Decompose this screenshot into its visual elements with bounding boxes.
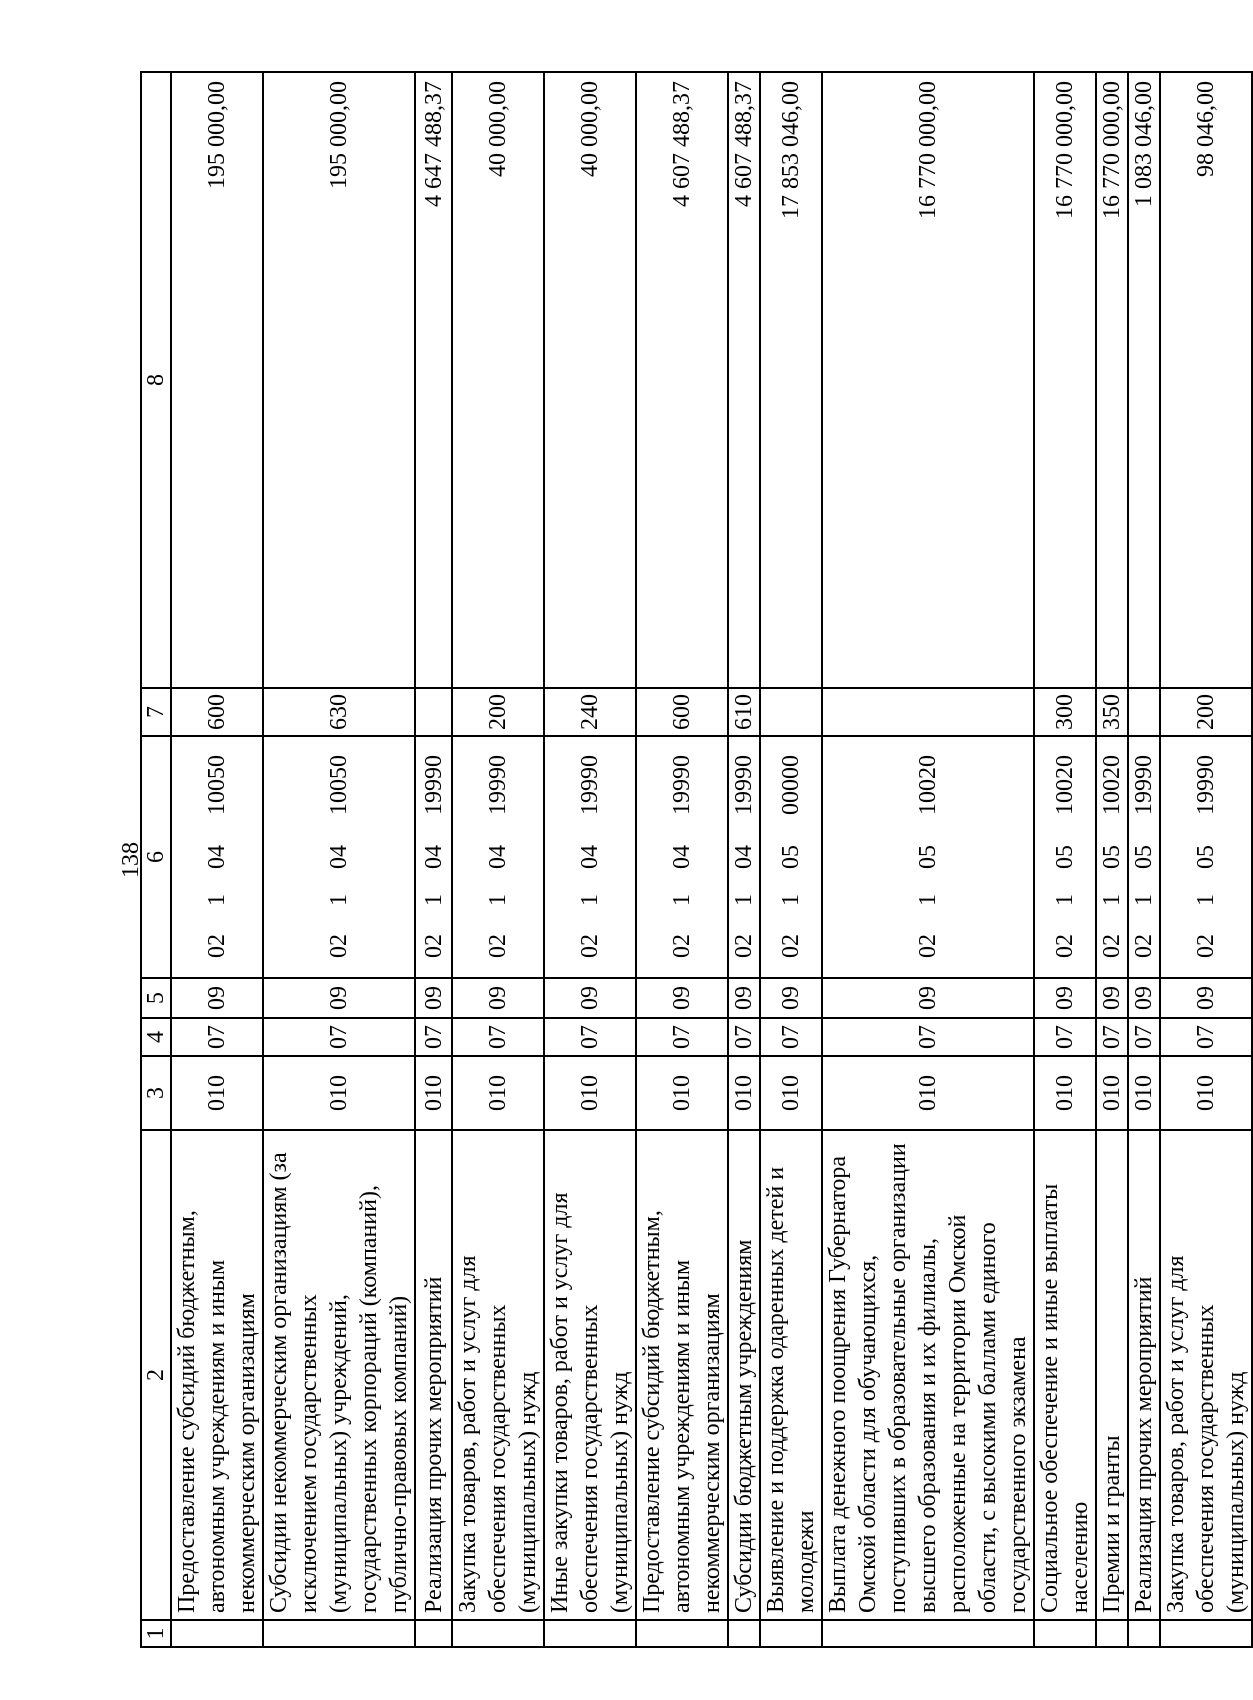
target-article-cell [760, 736, 822, 978]
expense-type-cell: 600 [171, 688, 263, 736]
subsection-code-cell: 09 [1034, 978, 1096, 1018]
ministry-code-cell: 010 [728, 1056, 760, 1130]
rotated-table-wrapper [140, 73, 1249, 1648]
ministry-code-cell: 010 [1128, 1056, 1160, 1130]
amount-cell: 16 770 000,00 [1034, 72, 1096, 688]
target-article-part-4: 19990 [731, 755, 757, 815]
subsection-code-cell: 09 [636, 978, 728, 1018]
table-row [636, 72, 728, 1647]
target-article-part-1: 02 [731, 934, 757, 958]
subsection-code-cell: 09 [1096, 978, 1128, 1018]
subsection-code-cell: 09 [760, 978, 822, 1018]
expense-type-cell: 630 [263, 688, 415, 736]
target-article-part-4: 10050 [326, 755, 352, 815]
target-article-part-1: 02 [485, 934, 511, 958]
target-article-part-3: 04 [204, 845, 230, 869]
expense-type-cell: 300 [1034, 688, 1096, 736]
budget-table [140, 71, 1253, 1648]
header-col-8: 8 [141, 72, 171, 688]
target-article-part-1: 02 [1193, 934, 1219, 958]
ministry-code-cell: 010 [452, 1056, 544, 1130]
row-number-cell [1034, 1620, 1096, 1647]
target-article-part-3: 05 [915, 845, 941, 869]
target-article-part-2: 1 [1193, 894, 1219, 906]
target-article-code [761, 737, 821, 977]
target-article-cell [636, 736, 728, 978]
amount-cell: 98 046,00 [1160, 72, 1252, 688]
description-cell: Субсидии бюджетным учреждениям [728, 1130, 760, 1620]
target-article-cell [728, 736, 760, 978]
target-article-part-1: 02 [669, 934, 695, 958]
section-code-cell: 07 [1034, 1018, 1096, 1056]
expense-type-cell: 240 [544, 688, 636, 736]
row-number-cell [1128, 1620, 1160, 1647]
target-article-part-1: 02 [1099, 934, 1125, 958]
target-article-part-3: 04 [731, 845, 757, 869]
description-cell: Социальное обеспечение и иные выплаты населению [1034, 1130, 1096, 1620]
ministry-code-cell: 010 [544, 1056, 636, 1130]
target-article-cell [171, 736, 263, 978]
section-code-cell: 07 [415, 1018, 452, 1056]
subsection-code-cell: 09 [822, 978, 1034, 1018]
target-article-part-4: 19990 [577, 755, 603, 815]
target-article-part-4: 10050 [204, 755, 230, 815]
target-article-part-3: 04 [577, 845, 603, 869]
target-article-part-1: 02 [204, 934, 230, 958]
target-article-part-2: 1 [326, 894, 352, 906]
description-cell: Иные закупки товаров, работ и услуг для обеспечения государственных (муниципальных) нужд [544, 1130, 636, 1620]
expense-type-cell [760, 688, 822, 736]
target-article-part-2: 1 [485, 894, 511, 906]
description-cell: Субсидии некоммерческим организациям (за исключением государственных (муниципальных) учреждений, государственных корпораций (компаний), публично-правовых компаний) [263, 1130, 415, 1620]
description-cell: Предоставление субсидий бюджетным, автономным учреждениям и иным некоммерческим организациям [171, 1130, 263, 1620]
section-code-cell: 07 [544, 1018, 636, 1056]
target-article-code [637, 737, 727, 977]
header-col-5: 5 [141, 978, 171, 1018]
target-article-code [1129, 737, 1159, 977]
amount-cell: 195 000,00 [263, 72, 415, 688]
target-article-part-2: 1 [1131, 894, 1157, 906]
row-number-cell [1160, 1620, 1252, 1647]
header-col-1: 1 [141, 1620, 171, 1647]
amount-cell: 1 083 046,00 [1128, 72, 1160, 688]
target-article-part-2: 1 [420, 894, 447, 906]
expense-type-cell: 610 [728, 688, 760, 736]
section-code-cell: 07 [171, 1018, 263, 1056]
table-row [822, 72, 1034, 1647]
description-cell: Закупка товаров, работ и услуг для обеспечения государственных (муниципальных) нужд [452, 1130, 544, 1620]
target-article-part-2: 1 [204, 894, 230, 906]
ministry-code-cell: 010 [636, 1056, 728, 1130]
target-article-part-3: 05 [1131, 845, 1157, 869]
section-code-cell: 07 [452, 1018, 544, 1056]
target-article-part-4: 10020 [1099, 755, 1125, 815]
header-col-3: 3 [141, 1056, 171, 1130]
amount-cell: 4 607 488,37 [636, 72, 728, 688]
target-article-part-4: 19990 [485, 755, 511, 815]
target-article-code [172, 737, 262, 977]
row-number-cell [1096, 1620, 1128, 1647]
ministry-code-cell: 010 [415, 1056, 452, 1130]
row-number-cell [728, 1620, 760, 1647]
target-article-part-4: 19990 [1193, 755, 1219, 815]
row-number-cell [544, 1620, 636, 1647]
target-article-cell [822, 736, 1034, 978]
target-article-code [264, 737, 414, 977]
amount-cell: 16 770 000,00 [1096, 72, 1128, 688]
row-number-cell [171, 1620, 263, 1647]
target-article-cell [1128, 736, 1160, 978]
amount-cell: 4 607 488,37 [728, 72, 760, 688]
target-article-part-3: 05 [1099, 845, 1125, 869]
description-cell: Премии и гранты [1096, 1130, 1128, 1620]
target-article-code [453, 737, 543, 977]
row-number-cell [822, 1620, 1034, 1647]
table-row [1160, 72, 1252, 1647]
target-article-part-2: 1 [731, 894, 757, 906]
section-code-cell: 07 [1096, 1018, 1128, 1056]
row-number-cell [636, 1620, 728, 1647]
target-article-part-3: 04 [485, 845, 511, 869]
amount-cell: 195 000,00 [171, 72, 263, 688]
target-article-part-3: 05 [1193, 845, 1219, 869]
subsection-code-cell: 09 [1128, 978, 1160, 1018]
page-number: 138 [118, 842, 144, 878]
target-article-part-1: 02 [577, 934, 603, 958]
subsection-code-cell: 09 [171, 978, 263, 1018]
section-code-cell: 07 [636, 1018, 728, 1056]
target-article-cell [415, 736, 452, 978]
header-col-7: 7 [141, 688, 171, 736]
expense-type-cell: 350 [1096, 688, 1128, 736]
target-article-part-3: 04 [669, 845, 695, 869]
target-article-code [1161, 737, 1251, 977]
target-article-cell [263, 736, 415, 978]
target-article-code [1097, 737, 1127, 977]
expense-type-cell [415, 688, 452, 736]
target-article-part-1: 02 [1131, 934, 1157, 958]
section-code-cell: 07 [1160, 1018, 1252, 1056]
ministry-code-cell: 010 [1034, 1056, 1096, 1130]
description-cell: Выплата денежного поощрения Губернатора Омской области для обучающихся, поступивших в образовательные организации высшего образования и их филиалы, расположенные на территории Омской области, с высокими баллами единого государственного экзамена [822, 1130, 1034, 1620]
target-article-cell [1096, 736, 1128, 978]
table-row [1096, 72, 1128, 1647]
amount-cell: 17 853 046,00 [760, 72, 822, 688]
section-code-cell: 07 [760, 1018, 822, 1056]
section-code-cell: 07 [1128, 1018, 1160, 1056]
target-article-cell [452, 736, 544, 978]
description-cell: Реализация прочих мероприятий [1128, 1130, 1160, 1620]
target-article-code [416, 737, 451, 977]
row-number-cell [415, 1620, 452, 1647]
description-cell: Выявление и поддержка одаренных детей и молодежи [760, 1130, 822, 1620]
target-article-part-1: 02 [778, 934, 804, 958]
target-article-part-2: 1 [669, 894, 695, 906]
expense-type-cell [822, 688, 1034, 736]
table-row [1034, 72, 1096, 1647]
target-article-part-1: 02 [326, 934, 352, 958]
ministry-code-cell: 010 [171, 1056, 263, 1130]
section-code-cell: 07 [822, 1018, 1034, 1056]
table-row [1128, 72, 1160, 1647]
expense-type-cell [1128, 688, 1160, 736]
subsection-code-cell: 09 [263, 978, 415, 1018]
table-row [544, 72, 636, 1647]
target-article-part-2: 1 [577, 894, 603, 906]
expense-type-cell: 600 [636, 688, 728, 736]
row-number-cell [760, 1620, 822, 1647]
target-article-code [545, 737, 635, 977]
expense-type-cell: 200 [452, 688, 544, 736]
target-article-part-1: 02 [1052, 934, 1078, 958]
target-article-part-2: 1 [1052, 894, 1078, 906]
description-cell: Реализация прочих мероприятий [415, 1130, 452, 1620]
target-article-part-4: 00000 [778, 755, 804, 815]
target-article-part-2: 1 [1099, 894, 1125, 906]
ministry-code-cell: 010 [1160, 1056, 1252, 1130]
target-article-part-1: 02 [420, 934, 447, 958]
ministry-code-cell: 010 [1096, 1056, 1128, 1130]
description-cell: Закупка товаров, работ и услуг для обеспечения государственных (муниципальных) нужд [1160, 1130, 1252, 1620]
section-code-cell: 07 [728, 1018, 760, 1056]
target-article-part-3: 05 [1052, 845, 1078, 869]
description-cell: Предоставление субсидий бюджетным, автономным учреждениям и иным некоммерческим организациям [636, 1130, 728, 1620]
subsection-code-cell: 09 [728, 978, 760, 1018]
table-row [415, 72, 452, 1647]
table-row [171, 72, 263, 1647]
target-article-code [1035, 737, 1095, 977]
table-row [452, 72, 544, 1647]
table-row [760, 72, 822, 1647]
header-row [141, 72, 171, 1647]
target-article-part-4: 19990 [1131, 755, 1157, 815]
target-article-cell [1034, 736, 1096, 978]
target-article-part-4: 10020 [915, 755, 941, 815]
subsection-code-cell: 09 [452, 978, 544, 1018]
target-article-part-3: 05 [778, 845, 804, 869]
amount-cell: 40 000,00 [452, 72, 544, 688]
target-article-code [823, 737, 1033, 977]
target-article-part-2: 1 [915, 894, 941, 906]
amount-cell: 4 647 488,37 [415, 72, 452, 688]
target-article-cell [1160, 736, 1252, 978]
table-row [728, 72, 760, 1647]
ministry-code-cell: 010 [822, 1056, 1034, 1130]
target-article-part-1: 02 [915, 934, 941, 958]
header-col-2: 2 [141, 1130, 171, 1620]
subsection-code-cell: 09 [1160, 978, 1252, 1018]
ministry-code-cell: 010 [263, 1056, 415, 1130]
subsection-code-cell: 09 [544, 978, 636, 1018]
subsection-code-cell: 09 [415, 978, 452, 1018]
table-row [263, 72, 415, 1647]
target-article-part-2: 1 [778, 894, 804, 906]
target-article-part-4: 10020 [1052, 755, 1078, 815]
expense-type-cell: 200 [1160, 688, 1252, 736]
row-number-cell [263, 1620, 415, 1647]
amount-cell: 16 770 000,00 [822, 72, 1034, 688]
section-code-cell: 07 [263, 1018, 415, 1056]
header-col-6: 6 [141, 736, 171, 978]
target-article-part-4: 19990 [669, 755, 695, 815]
header-col-4: 4 [141, 1018, 171, 1056]
ministry-code-cell: 010 [760, 1056, 822, 1130]
target-article-code [729, 737, 759, 977]
target-article-part-3: 04 [420, 845, 447, 869]
target-article-cell [544, 736, 636, 978]
amount-cell: 40 000,00 [544, 72, 636, 688]
row-number-cell [452, 1620, 544, 1647]
target-article-part-4: 19990 [420, 755, 447, 815]
target-article-part-3: 04 [326, 845, 352, 869]
